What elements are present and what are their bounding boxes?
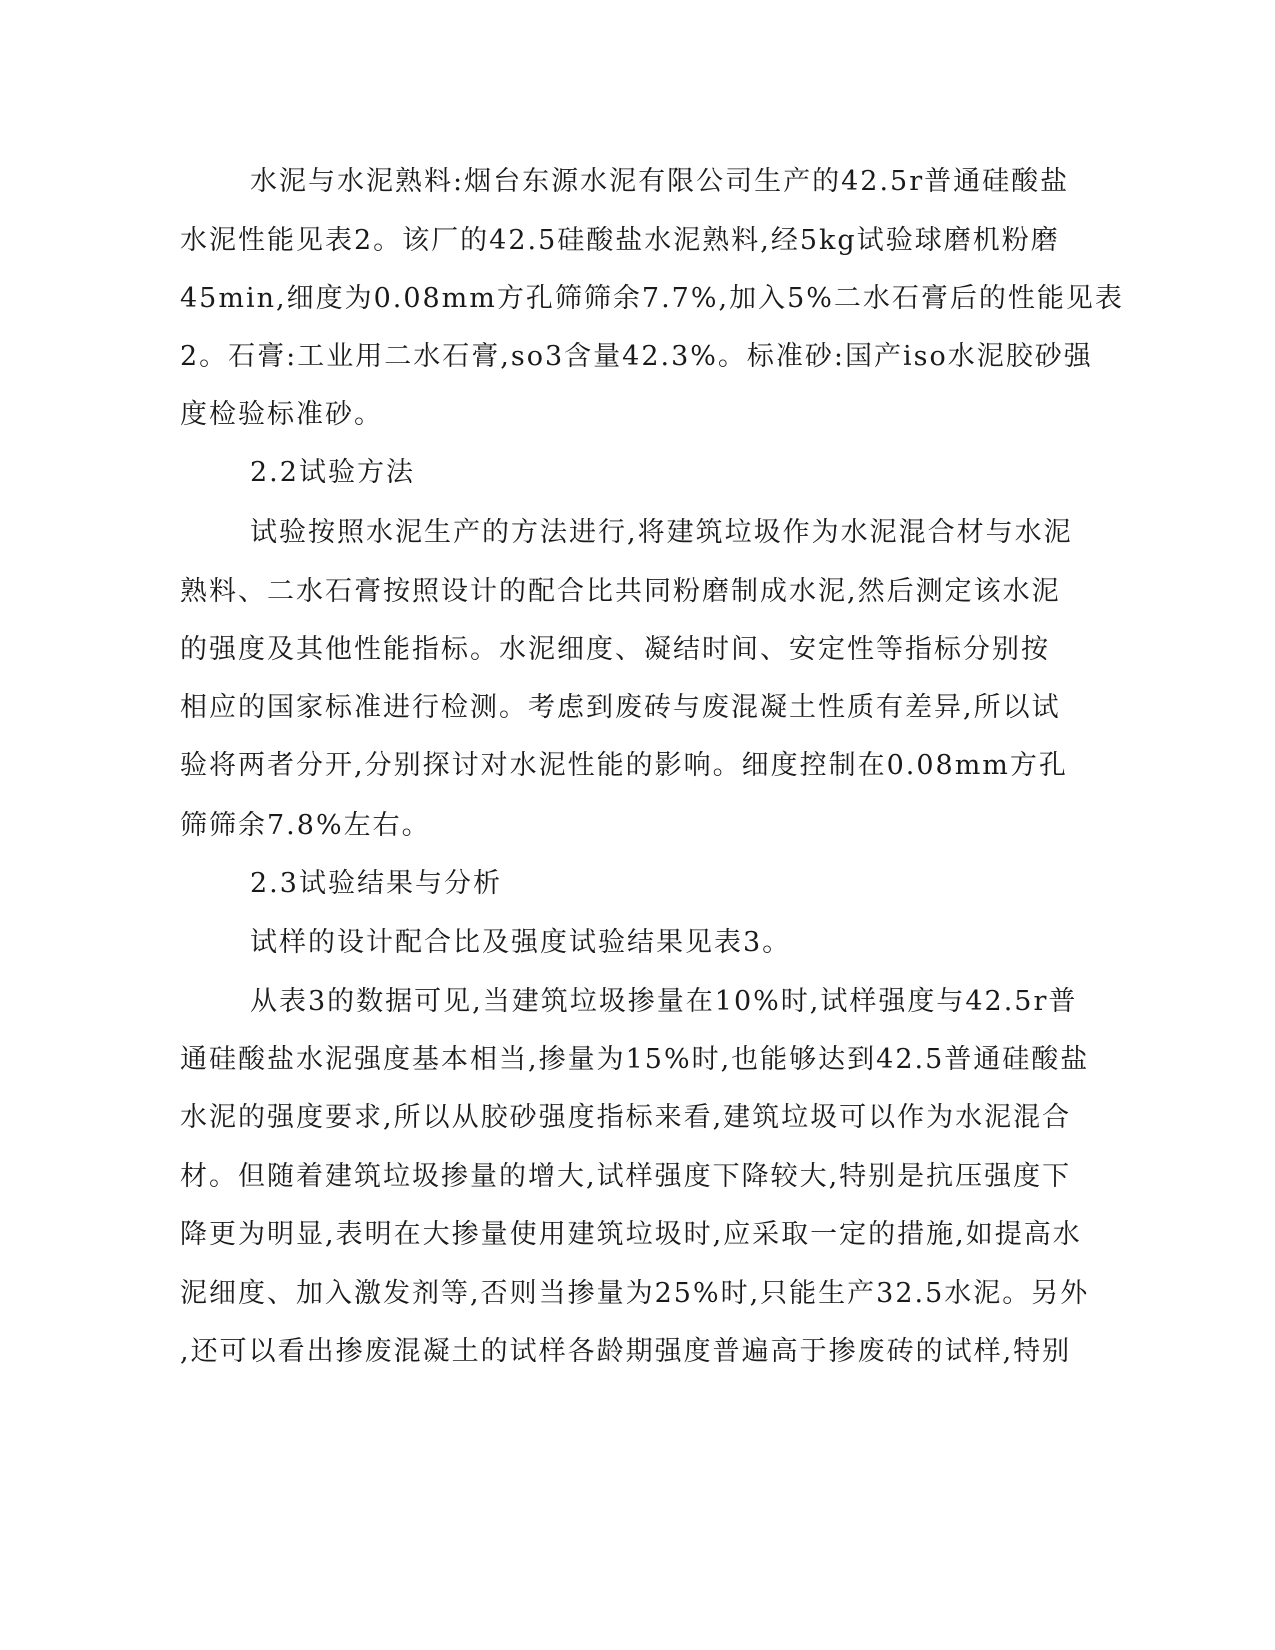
text-line: 通硅酸盐水泥强度基本相当,掺量为15%时,也能够达到42.5普通硅酸盐 (180, 1044, 1090, 1075)
text-line: 验将两者分开,分别探讨对水泥性能的影响。细度控制在0.08mm方孔 (180, 750, 1068, 781)
text-line: 试验按照水泥生产的方法进行,将建筑垃圾作为水泥混合材与水泥 (250, 517, 1073, 548)
text-line: 材。但随着建筑垃圾掺量的增大,试样强度下降较大,特别是抗压强度下 (180, 1161, 1072, 1192)
section-heading: 2.2试验方法 (250, 457, 415, 488)
text-line: 度检验标准砂。 (180, 399, 383, 430)
text-line: 筛筛余7.8%左右。 (180, 810, 431, 841)
text-line: 水泥的强度要求,所以从胶砂强度指标来看,建筑垃圾可以作为水泥混合 (180, 1102, 1072, 1133)
section-heading: 2.3试验结果与分析 (250, 868, 502, 899)
text-line: 降更为明显,表明在大掺量使用建筑垃圾时,应采取一定的措施,如提高水 (180, 1219, 1082, 1250)
text-line: 45min,细度为0.08mm方孔筛筛余7.7%,加入5%二水石膏后的性能见表 (180, 283, 1124, 314)
text-line: 试样的设计配合比及强度试验结果见表3。 (250, 927, 792, 958)
text-line: 从表3的数据可见,当建筑垃圾掺量在10%时,试样强度与42.5r普 (250, 986, 1078, 1017)
text-line: 泥细度、加入激发剂等,否则当掺量为25%时,只能生产32.5水泥。另外 (180, 1278, 1090, 1309)
text-line: 水泥性能见表2。该厂的42.5硅酸盐水泥熟料,经5kg试验球磨机粉磨 (180, 225, 1060, 256)
text-line: 的强度及其他性能指标。水泥细度、凝结时间、安定性等指标分别按 (180, 634, 1050, 665)
text-line: 相应的国家标准进行检测。考虑到废砖与废混凝土性质有差异,所以试 (180, 692, 1061, 723)
text-line: 水泥与水泥熟料:烟台东源水泥有限公司生产的42.5r普通硅酸盐 (250, 166, 1070, 197)
text-line: 熟料、二水石膏按照设计的配合比共同粉磨制成水泥,然后测定该水泥 (180, 576, 1061, 607)
text-line: 2。石膏:工业用二水石膏,so3含量42.3%。标准砂:国产iso水泥胶砂强 (180, 341, 1093, 372)
text-line: ,还可以看出掺废混凝土的试样各龄期强度普遍高于掺废砖的试样,特别 (180, 1336, 1072, 1367)
